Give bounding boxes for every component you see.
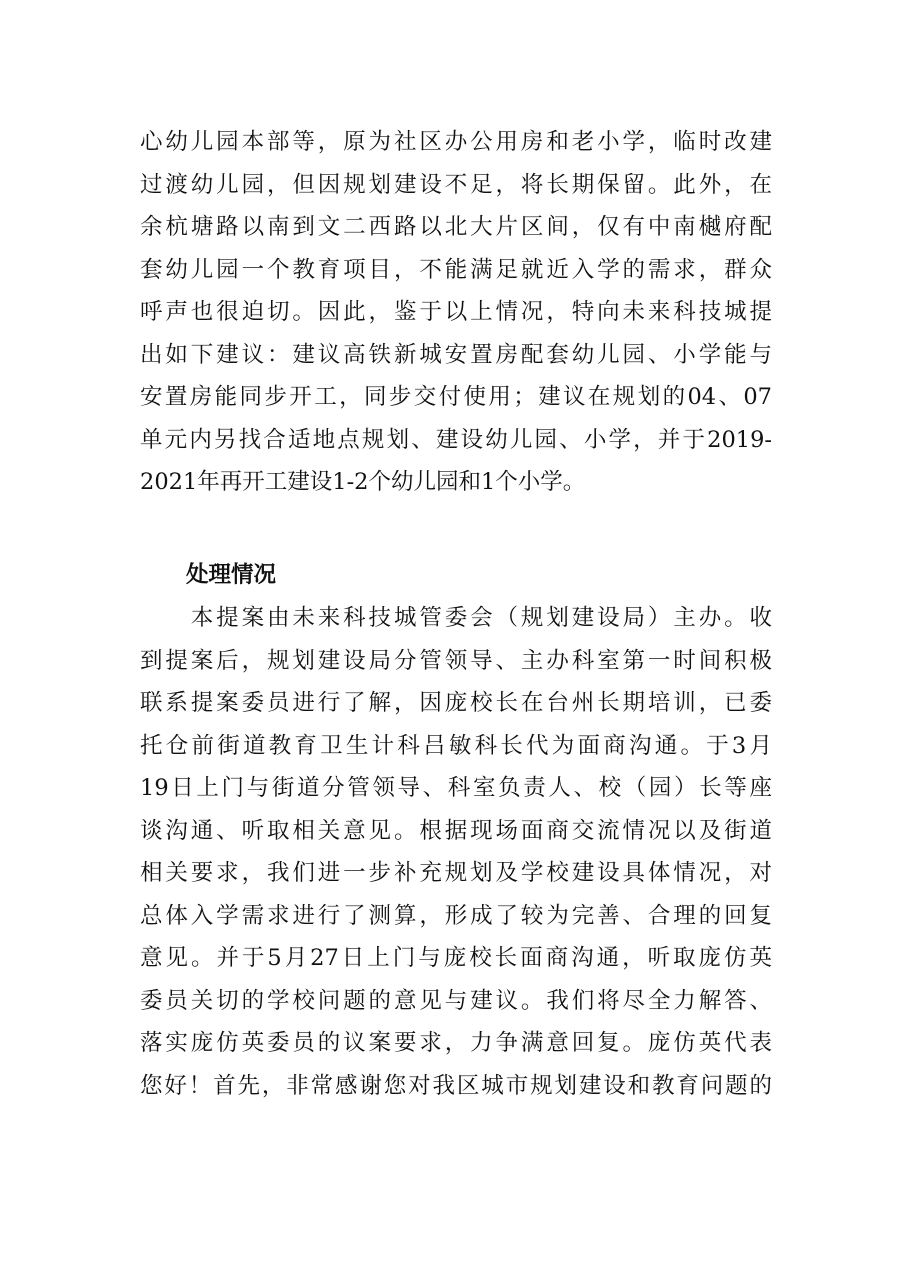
text-line: 托仓前街道教育卫生计科吕敏科长代为面商沟通。于3月: [140, 732, 772, 759]
text-line: 2021年再开工建设1-2个幼儿园和1个小学。: [140, 469, 586, 495]
text-line: 过渡幼儿园，但因规划建设不足，将长期保留。此外，在: [140, 171, 772, 198]
paragraph-handling: [140, 597, 772, 1107]
text-line: 落实庞仿英委员的议案要求，力争满意回复。庞仿英代表: [140, 1030, 772, 1056]
text-line: 总体入学需求进行了测算，形成了较为完善、合理的回复: [140, 902, 772, 929]
text-line: 安置房能同步开工，同步交付使用；建议在规划的04、07: [140, 384, 772, 410]
text-line: 意见。并于5月27日上门与庞校长面商沟通，听取庞仿英: [140, 945, 772, 971]
text-line: 19日上门与街道分管领导、科室负责人、校（园）长等座: [140, 775, 772, 801]
text-line: 您好！首先，非常感谢您对我区城市规划建设和教育问题的: [140, 1072, 772, 1099]
paragraph-background: [140, 121, 772, 504]
text-line: 余杭塘路以南到文二西路以北大片区间，仅有中南樾府配: [140, 214, 772, 240]
text-line: 谈沟通、听取相关意见。根据现场面商交流情况以及街道: [140, 817, 772, 844]
text-line: 套幼儿园一个教育项目，不能满足就近入学的需求，群众: [140, 256, 772, 283]
text-line: 心幼儿园本部等，原为社区办公用房和老小学，临时改建: [140, 129, 772, 155]
text-line: 委员关切的学校问题的意见与建议。我们将尽全力解答、: [140, 987, 772, 1014]
text-line: 到提案后，规划建设局分管领导、主办科室第一时间积极: [140, 647, 772, 674]
section-heading: 处理情况: [186, 562, 277, 588]
text-line: 相关要求，我们进一步补充规划及学校建设具体情况，对: [140, 860, 772, 886]
text-line: 出如下建议：建议高铁新城安置房配套幼儿园、小学能与: [140, 341, 772, 368]
text-line: 本提案由未来科技城管委会（规划建设局）主办。收: [140, 605, 772, 631]
text-line: 联系提案委员进行了解，因庞校长在台州长期培训，已委: [140, 690, 772, 716]
text-line: 单元内另找合适地点规划、建设幼儿园、小学，并于2019-: [140, 426, 772, 453]
text-line: 呼声也很迫切。因此，鉴于以上情况，特向未来科技城提: [140, 299, 772, 325]
